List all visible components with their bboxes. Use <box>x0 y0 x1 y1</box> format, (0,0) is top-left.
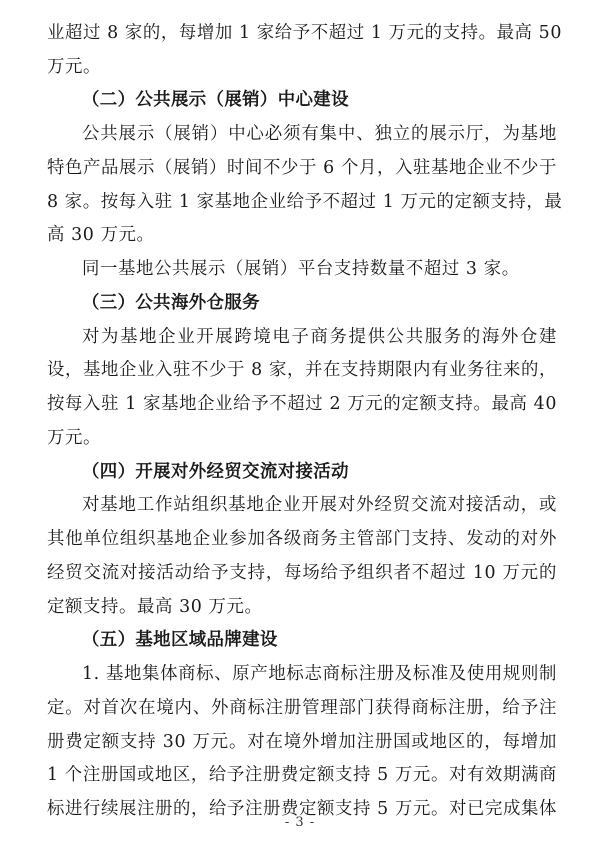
section-heading-5: （五）基地区域品牌建设 <box>82 630 278 650</box>
section-heading-2: （二）公共展示（展销）中心建设 <box>82 90 349 110</box>
body-text-line: 1 个注册国或地区，给予注册费定额支持 5 万元。对有效期满商 <box>47 765 557 785</box>
body-text-line: 按每入驻 1 家基地企业给予不超过 2 万元的定额支持。最高 40 <box>47 394 557 414</box>
body-text-line: 标进行续展注册的，给予注册费定额支持 5 万元。对已完成集体 <box>47 799 557 819</box>
section-heading-3: （三）公共海外仓服务 <box>82 293 260 313</box>
body-text-line: 业超过 8 家的，每增加 1 家给予不超过 1 万元的支持。最高 50 <box>47 23 563 43</box>
page-number: - 3 - <box>284 815 316 830</box>
section-heading-4: （四）开展对外经贸交流对接活动 <box>82 462 349 482</box>
body-text-line: 万元。 <box>47 428 101 448</box>
body-text-line: 高 30 万元。 <box>47 225 155 245</box>
body-text-line: 1. 基地集体商标、原产地标志商标注册及标准及使用规则制 <box>82 664 557 684</box>
body-text-line: 册费定额支持 30 万元。对在境外增加注册国或地区的，每增加 <box>47 732 557 752</box>
body-text-line: 万元。 <box>47 57 101 77</box>
body-text-line: 公共展示（展销）中心必须有集中、独立的展示厅，为基地 <box>82 124 557 144</box>
body-text-line: 对为基地企业开展跨境电子商务提供公共服务的海外仓建 <box>82 327 557 347</box>
body-text-line: 8 家。按每入驻 1 家基地企业给予不超过 1 万元的定额支持，最 <box>47 192 563 212</box>
body-text-line: 设，基地企业入驻不少于 8 家，并在支持期限内有业务往来的， <box>47 360 557 380</box>
body-text-line: 定。对首次在境内、外商标注册管理部门获得商标注册，给予注 <box>47 698 557 718</box>
body-text-line: 定额支持。最高 30 万元。 <box>47 597 263 617</box>
body-text-line: 其他单位组织基地企业参加各级商务主管部门支持、发动的对外 <box>47 529 557 549</box>
body-text-line: 特色产品展示（展销）时间不少于 6 个月，入驻基地企业不少于 <box>47 158 557 178</box>
body-text-line: 经贸交流对接活动给予支持，每场给予组织者不超过 10 万元的 <box>47 563 557 583</box>
body-text-line: 同一基地公共展示（展销）平台支持数量不超过 3 家。 <box>82 259 520 279</box>
body-text-line: 对基地工作站组织基地企业开展对外经贸交流对接活动，或 <box>82 495 557 515</box>
